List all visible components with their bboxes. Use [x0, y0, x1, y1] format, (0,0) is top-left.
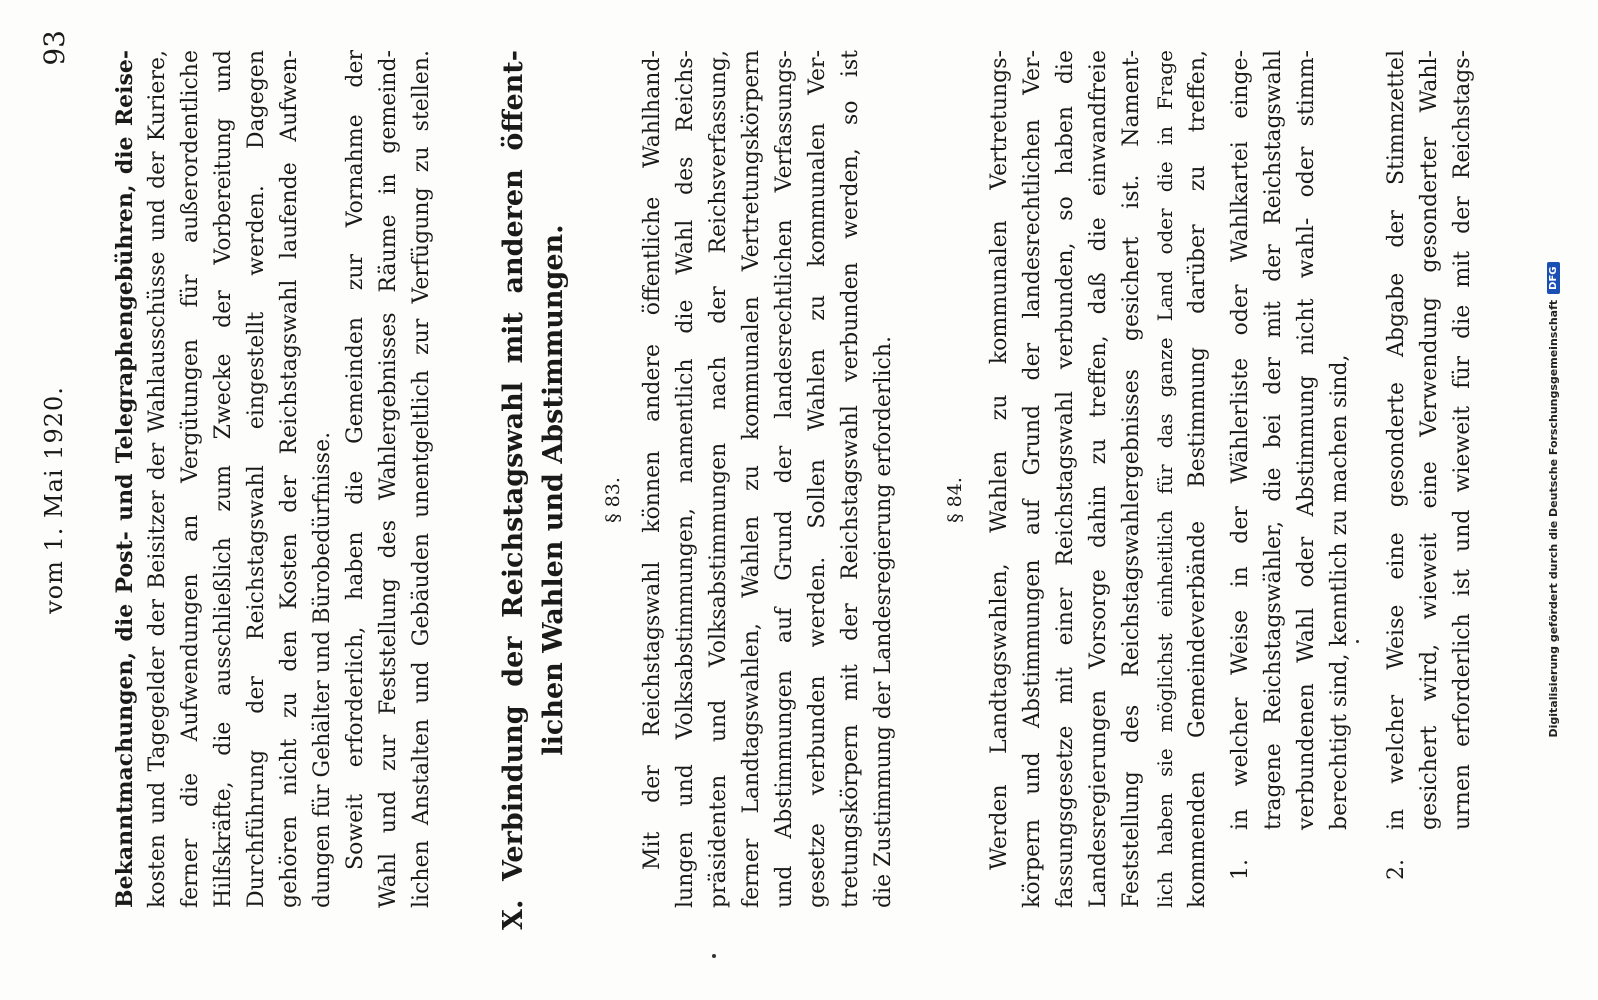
digitization-credit — [1542, 10, 1564, 990]
scan-speck — [712, 954, 716, 958]
list-number: 2. — [1384, 859, 1409, 880]
text-line: und Abstimmungen auf Grund der landesrechtlichen Verfassungs- — [772, 50, 797, 908]
list-item-line: berechtigt sind, kenntlich zu machen sind, — [1327, 354, 1352, 830]
text-line: lungen und Volksabstimmungen, namentlich die Wahl des Reichs- — [673, 50, 698, 908]
text-line: fassungsgesetze mit einer Reichstagswahl verbunden, so haben die — [1053, 50, 1078, 908]
text-line: Soweit erforderlich, haben die Gemeinden zur Vornahme der — [343, 50, 368, 870]
list-number: 1. — [1228, 859, 1253, 880]
text-line: Landesregierungen Vorsorge dahin zu treffen, daß die einwandfreie — [1086, 50, 1111, 908]
text-line: gesetze verbunden werden. Sollen Wahlen zu kommunalen Ver- — [805, 50, 830, 908]
text-line: Bekanntmachungen, die Post- und Telegraphengebühren, die Reise- — [112, 50, 138, 908]
paragraph-mark-83: § 83. — [602, 477, 624, 523]
list-item-line: gesichert wird, wieweit eine Verwendung gesonderter Wahl- — [1417, 50, 1442, 830]
text-line: kosten und Tagegelder der Beisitzer der Wahlausschüsse und der Kuriere, — [145, 50, 170, 908]
dfg-logo: DFG — [1547, 263, 1560, 294]
section-heading-continued: lichen Wahlen und Abstimmungen. — [538, 224, 569, 756]
page-number: 93 — [38, 30, 71, 66]
text-line: ferner Landtagswahlen, Wahlen zu kommunalen Vertretungskörpern — [739, 50, 764, 908]
credit-text: Digitalisierung gefördert durch die Deutsche Forschungsgemeinschaft — [1546, 299, 1560, 738]
scan-speck — [1356, 640, 1359, 643]
text-line: lichen Anstalten und Gebäuden unentgeltlich zur Verfügung zu stellen. — [409, 50, 434, 908]
text-line: Wahl und zur Feststellung des Wahlergebnisses Räume in gemeind- — [376, 50, 401, 908]
section-heading: X. Verbindung der Reichstagswahl mit anderen öffent- — [498, 50, 529, 930]
page-header-date: vom 1. Mai 1920. — [40, 386, 68, 614]
text-line: Durchführung der Reichstagswahl eingestellt werden. Dagegen — [244, 50, 269, 908]
text-line: präsidenten und Volksabstimmungen nach der Reichsverfassung, — [706, 50, 731, 908]
list-item-line: urnen erforderlich ist und wieweit für die mit der Reichstags- — [1450, 50, 1475, 830]
paragraph-mark-84: § 84. — [944, 477, 966, 523]
text-line: tretungskörpern mit der Reichstagswahl verbunden werden, so ist — [838, 50, 863, 908]
text-line: die Zustimmung der Landesregierung erforderlich. — [871, 335, 896, 908]
text-line: Feststellung des Reichstagswahlergebnisses gesichert ist. Nament- — [1119, 50, 1144, 908]
text-line: körpern und Abstimmungen auf Grund der landesrechtlichen Ver- — [1020, 50, 1045, 908]
text-line: kommenden Gemeindeverbände Bestimmung darüber zu treffen, — [1185, 50, 1210, 908]
text-line: ferner die Aufwendungen an Vergütungen für außerordentliche — [178, 50, 203, 908]
text-line: Hilfskräfte, die ausschließlich zum Zwecke der Vorbereitung und — [211, 50, 236, 908]
text-line: lich haben sie möglichst einheitlich für das ganze Land oder die in Frage — [1153, 50, 1177, 908]
text-line: gehören nicht zu den Kosten der Reichstagswahl laufende Aufwen- — [277, 50, 302, 908]
text-line: Werden Landtagswahlen, Wahlen zu kommunalen Vertretungs- — [987, 50, 1012, 870]
list-item-line: in welcher Weise eine gesonderte Abgabe der Stimmzettel — [1384, 50, 1409, 830]
list-item-line: in welcher Weise in der Wählerliste oder Wahlkartei einge- — [1228, 50, 1253, 830]
text-line: dungen für Gehälter und Bürobedürfnisse. — [310, 431, 335, 908]
text-line: Mit der Reichstagswahl können andere öffentliche Wahlhand- — [640, 50, 665, 870]
list-item-line: verbundenen Wahl oder Abstimmung nicht wahl- oder stimm- — [1294, 50, 1319, 830]
list-item-line: tragene Reichstagswähler, die bei der mit der Reichstagswahl — [1261, 50, 1286, 830]
digitization-credit-rotated — [1542, 10, 1564, 990]
